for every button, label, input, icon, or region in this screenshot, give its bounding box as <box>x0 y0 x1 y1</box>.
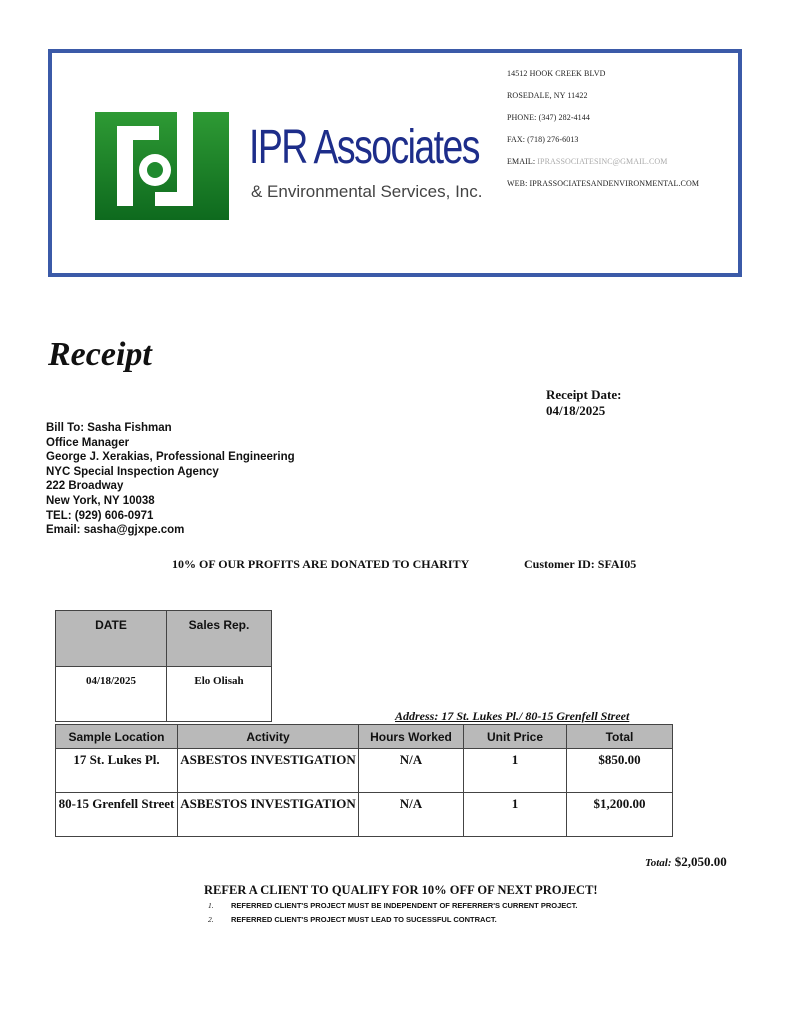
company-address-line1: 14512 HOOK CREEK BLVD <box>507 69 606 78</box>
customer-id: Customer ID: SFAI05 <box>524 557 637 571</box>
charity-notice: 10% OF OUR PROFITS ARE DONATED TO CHARITY <box>172 557 470 571</box>
table-row <box>56 667 272 722</box>
activity-header: Activity <box>178 725 359 749</box>
list-item <box>208 915 497 924</box>
date-header: DATE <box>56 611 167 667</box>
total-value: $2,050.00 <box>674 854 727 869</box>
date-cell: 04/18/2025 <box>56 667 167 722</box>
hours-worked-cell: N/A <box>359 749 464 793</box>
company-email <box>507 157 667 166</box>
receipt-date-value: 04/18/2025 <box>546 403 606 418</box>
sales-rep-cell: Elo Olisah <box>167 667 272 722</box>
table-row <box>56 749 673 793</box>
company-phone: PHONE: (347) 282-4144 <box>507 113 590 122</box>
table-row <box>56 793 673 837</box>
email-label: EMAIL: <box>507 157 538 166</box>
date-sales-table <box>55 610 272 722</box>
bill-to-company: George J. Xerakias, Professional Engineering <box>46 451 295 464</box>
total-label: Total: <box>645 857 672 869</box>
service-address: Address: 17 St. Lukes Pl./ 80-15 Grenfell Street <box>395 709 630 723</box>
bill-to-block <box>46 421 295 538</box>
sample-location-cell: 80-15 Grenfell Street <box>56 793 178 837</box>
receipt-date-label: Receipt Date: <box>546 387 622 402</box>
hours-worked-cell: N/A <box>359 793 464 837</box>
total-header: Total <box>567 725 673 749</box>
unit-price-cell: 1 <box>464 793 567 837</box>
bill-to-name: Bill To: Sasha Fishman <box>46 422 172 434</box>
company-address-line2: ROSEDALE, NY 11422 <box>507 91 588 100</box>
activity-cell: ASBESTOS INVESTIGATION <box>178 749 359 793</box>
bill-to-agency: NYC Special Inspection Agency <box>46 465 219 478</box>
bill-to-title: Office Manager <box>46 436 130 449</box>
grand-total <box>645 854 727 870</box>
company-fax: FAX: (718) 276-6013 <box>507 135 579 144</box>
activity-cell: ASBESTOS INVESTIGATION <box>178 793 359 837</box>
line-items-table <box>55 724 673 837</box>
list-number: 1. <box>208 901 214 910</box>
total-cell: $850.00 <box>567 749 673 793</box>
bill-to-city: New York, NY 10038 <box>46 494 155 507</box>
unit-price-header: Unit Price <box>464 725 567 749</box>
list-text: REFERRED CLIENT'S PROJECT MUST LEAD TO SUCESSFUL CONTRACT. <box>231 915 497 924</box>
company-web: WEB: IPRASSOCIATESANDENVIRONMENTAL.COM <box>507 179 700 188</box>
list-item <box>208 901 578 910</box>
bill-to-street: 222 Broadway <box>46 480 124 493</box>
list-number: 2. <box>208 915 214 924</box>
total-cell: $1,200.00 <box>567 793 673 837</box>
bill-to-phone: TEL: (929) 606-0971 <box>46 509 154 522</box>
sales-rep-header: Sales Rep. <box>167 611 272 667</box>
company-name: IPR Associates <box>249 121 479 174</box>
referral-title: REFER A CLIENT TO QUALIFY FOR 10% OFF OF NEXT PROJECT! <box>204 883 598 897</box>
list-text: REFERRED CLIENT'S PROJECT MUST BE INDEPENDENT OF REFERRER'S CURRENT PROJECT. <box>231 901 578 910</box>
company-logo <box>95 112 229 220</box>
unit-price-cell: 1 <box>464 749 567 793</box>
hours-worked-header: Hours Worked <box>359 725 464 749</box>
email-link[interactable]: IPRASSOCIATESINC@GMAIL.COM <box>537 157 668 166</box>
bill-to-email: Email: sasha@gjxpe.com <box>46 524 185 537</box>
sample-location-header: Sample Location <box>56 725 178 749</box>
company-subtitle: & Environmental Services, Inc. <box>251 182 483 201</box>
sample-location-cell: 17 St. Lukes Pl. <box>56 749 178 793</box>
receipt-title: Receipt <box>48 336 152 373</box>
